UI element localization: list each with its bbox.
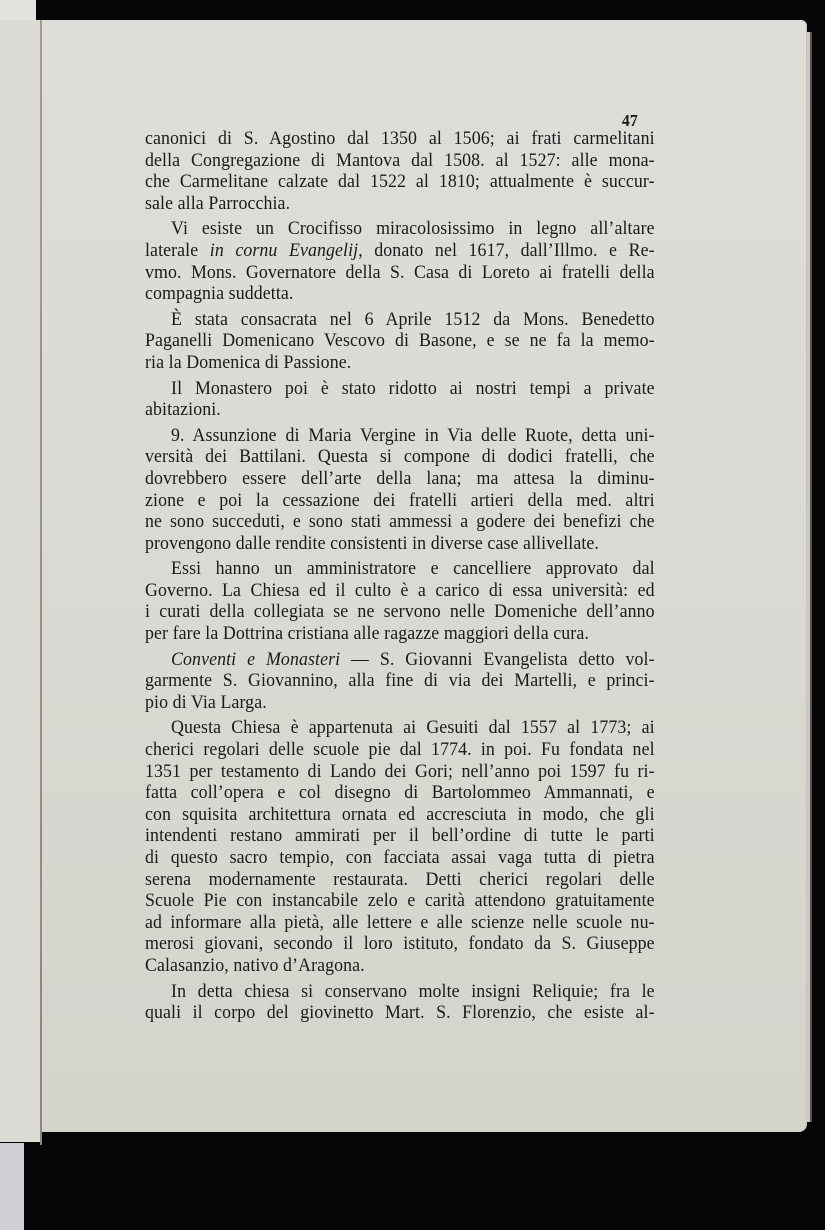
text-line: compagnia suddetta.	[145, 283, 294, 305]
section-heading: Conventi e Monasteri	[171, 648, 341, 670]
text-line: cherici regolari delle scuole pie dal 1774. in poi. Fu fondata nel	[145, 739, 655, 761]
text-line: quali il corpo del giovinetto Mart. S. Florenzio, che esiste al-	[145, 1002, 655, 1024]
text-line: abitazioni.	[145, 399, 221, 421]
text-line: pio di Via Larga.	[145, 691, 267, 713]
adjacent-left-page	[0, 20, 41, 1142]
text-line: che Carmelitane calzate dal 1522 al 1810; attualmente è succur-	[145, 171, 655, 193]
text-fragment: laterale	[145, 239, 210, 261]
page-text	[145, 112, 655, 1028]
text-line: i curati della collegiata se ne servono nelle Domeniche dell’anno	[145, 601, 655, 623]
adjacent-page-bottom	[0, 1143, 24, 1230]
paragraph-consacrata	[145, 309, 655, 374]
text-line: di questo sacro tempio, con facciata assai vaga tutta di pietra	[145, 847, 655, 868]
paragraph-assunzione	[145, 425, 655, 555]
text-line: garmente S. Giovannino, alla fine di via dei Martelli, e princi-	[145, 670, 655, 692]
text-line: della Congregazione di Mantova dal 1508. al 1527: alle mona-	[145, 149, 655, 171]
paragraph-conventi	[145, 649, 655, 714]
paragraph-carmelitani	[145, 128, 655, 214]
paragraph-crocifisso	[145, 218, 655, 304]
text-line: Vi esiste un Crocifisso miracolosissimo in legno all’altare	[171, 218, 655, 240]
text-line: Governo. La Chiesa ed il culto è a carico di essa università: ed	[145, 579, 655, 601]
text-line: serena modernamente restaurata. Detti cherici regolari delle	[145, 868, 655, 890]
adjacent-page-top	[0, 0, 36, 20]
text-line: con squisita architettura ornata ed accresciuta in modo, che gli	[145, 803, 655, 825]
text-fragment: , donato nel 1617, dall’Illmo. e Re-	[358, 239, 655, 261]
text-line: per fare la Dottrina cristiana alle ragazze maggiori della cura.	[145, 623, 589, 645]
text-line: versità dei Battilani. Questa si compone di dodici fratelli, che	[145, 446, 655, 468]
text-line: Questa Chiesa è appartenuta ai Gesuiti dal 1557 al 1773; ai	[171, 717, 655, 739]
text-line: È stata consacrata nel 6 Aprile 1512 da Mons. Benedetto	[171, 308, 655, 330]
page-number: 47	[621, 111, 638, 130]
text-line	[145, 240, 655, 262]
text-fragment: — S. Giovanni Evangelista detto vol-	[340, 648, 655, 670]
text-line: ad informare alla pietà, alle lettere e alle scienze nelle scuole nu-	[145, 911, 655, 933]
text-line: fatta coll’opera e col disegno di Bartolommeo Ammannati, e	[145, 782, 655, 804]
paragraph-chiesa-gesuiti	[145, 717, 655, 976]
text-line: provengono dalle rendite consistenti in diverse case allivellate.	[145, 532, 599, 554]
latin-phrase: in cornu Evangelij	[209, 239, 359, 261]
paragraph-amministratore	[145, 558, 655, 644]
text-line: Essi hanno un amministratore e cancelliere approvato dal	[171, 558, 655, 580]
binding-gutter	[40, 20, 42, 1145]
text-line: Calasanzio, nativo d’Aragona.	[145, 954, 365, 976]
paragraph-reliquie	[145, 981, 655, 1024]
text-line: zione e poi la cessazione dei fratelli artieri della med. altri	[145, 489, 655, 511]
text-line: In detta chiesa si conservano molte insigni Reliquie; fra le	[171, 980, 655, 1002]
text-line: dovrebbero essere dell’arte della lana; ma attesa la diminu-	[145, 467, 655, 489]
text-line	[145, 649, 655, 671]
paragraph-monastero	[145, 378, 655, 421]
text-line: ria la Domenica di Passione.	[145, 351, 352, 373]
text-line: Scuole Pie con instancabile zelo e carità attendono gratuitamente	[145, 890, 655, 912]
text-line: sale alla Parrocchia.	[145, 192, 291, 214]
text-line: Paganelli Domenicano Vescovo di Basone, e se ne fa la memo-	[145, 330, 655, 352]
text-line: merosi giovani, secondo il loro istituto, fondato da S. Giuseppe	[145, 933, 655, 955]
text-line: 9. Assunzione di Maria Vergine in Via delle Ruote, detta uni-	[171, 424, 655, 446]
text-line: canonici di S. Agostino dal 1350 al 1506; ai frati carmelitani	[145, 128, 655, 149]
text-line: vmo. Mons. Governatore della S. Casa di Loreto ai fratelli della	[145, 261, 655, 283]
text-line: intendenti restano ammirati per il bell’ordine di tutte le parti	[145, 825, 655, 847]
text-line: 1351 per testamento di Lando dei Gori; nell’anno poi 1597 fu ri-	[145, 760, 655, 782]
text-line: ne sono succeduti, e sono stati ammessi a godere dei benefizi che	[145, 511, 655, 533]
text-line: Il Monastero poi è stato ridotto ai nostri tempi a private	[171, 377, 655, 399]
